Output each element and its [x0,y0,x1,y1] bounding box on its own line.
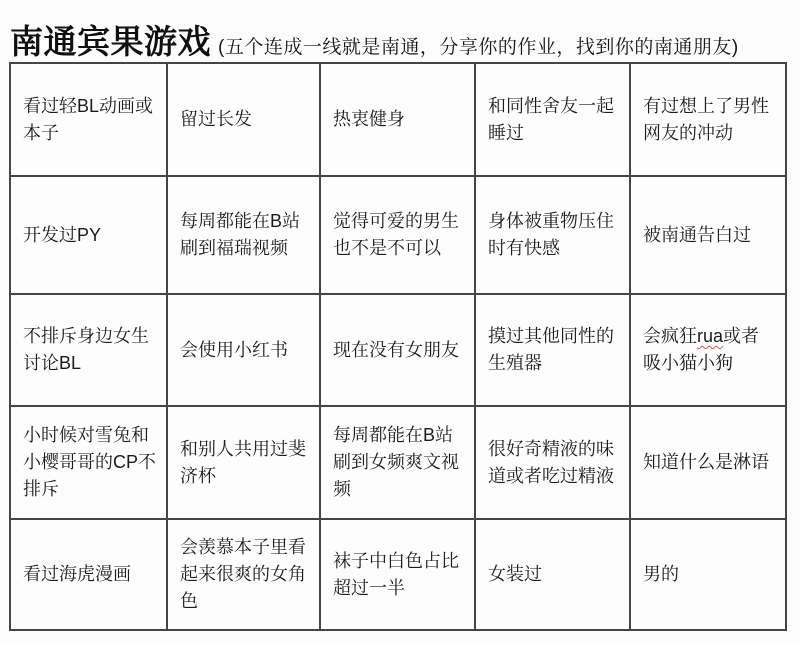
page-header [0,0,800,63]
bingo-cell-text: 看过轻BL动画或本子 [23,95,154,143]
bingo-cell-text: 热衷健身 [333,109,405,129]
bingo-cell-r5c4 [476,520,631,629]
bingo-cell-text: 很好奇精液的味道或者吃过精液 [488,438,614,486]
bingo-cell-text: 摸过其他同性的生殖器 [488,326,614,373]
bingo-cell-text: 现在没有女朋友 [333,339,459,360]
bingo-cell-r1c4 [476,64,631,177]
bingo-cell-r2c2 [168,177,321,295]
bingo-cell-text: 和同性舍友一起睡过 [488,95,614,143]
bingo-cell-r2c5 [631,177,785,295]
bingo-cell-r5c3 [321,520,476,629]
bingo-cell-text: 觉得可爱的男生也不是不可以 [333,211,459,258]
bingo-cell-text: 知道什么是淋语 [643,452,769,472]
bingo-cell-text: 每周都能在B站刷到福瑞视频 [180,211,301,258]
bingo-cell-text: 会羡慕本子里看起来很爽的女角色 [180,537,306,611]
bingo-cell-text: 女装过 [488,564,542,584]
bingo-cell-text: 和别人共用过斐济杯 [180,438,306,486]
bingo-cell-text: 身体被重物压住时有快感 [488,211,614,258]
bingo-cell-r4c3 [321,407,476,520]
bingo-cell-text: 会使用小红书 [180,339,288,360]
bingo-cell-text: 男的 [643,564,679,584]
bingo-cell-r4c2 [168,407,321,520]
bingo-table [9,62,787,631]
bingo-cell-r4c5 [631,407,785,520]
page-title: 南通宾果游戏 [10,23,211,60]
bingo-cell-r1c3 [321,64,476,177]
bingo-cell-r2c3 [321,177,476,295]
bingo-cell-r3c3 [321,295,476,407]
bingo-cell-text: 不排斥身边女生讨论BL [23,326,149,373]
bingo-cell-r4c1 [11,407,168,520]
bingo-cell-r3c2 [168,295,321,407]
bingo-cell-text: 看过海虎漫画 [23,564,131,584]
bingo-cell-r3c1 [11,295,168,407]
bingo-cell-text: 有过想上了男性网友的冲动 [643,95,769,143]
bingo-cell-r2c1 [11,177,168,295]
page-subtitle: (五个连成一线就是南通，分享你的作业，找到你的南通朋友) [218,37,739,58]
bingo-cell-text: 留过长发 [180,109,252,129]
bingo-cell-r3c4 [476,295,631,407]
bingo-cell-text: 会疯狂rua或者吸小猫小狗 [643,326,760,373]
bingo-cell-r1c1 [11,64,168,177]
bingo-cell-r4c4 [476,407,631,520]
bingo-cell-r1c5 [631,64,785,177]
bingo-cell-text: 每周都能在B站刷到女频爽文视频 [333,425,459,499]
bingo-cell-text: 袜子中白色占比超过一半 [333,550,459,598]
bingo-cell-text: 被南通告白过 [643,224,751,245]
bingo-cell-r2c4 [476,177,631,295]
bingo-cell-r5c1 [11,520,168,629]
bingo-cell-r3c5 [631,295,785,407]
bingo-cell-text: 开发过PY [23,224,102,245]
bingo-cell-r5c2 [168,520,321,629]
bingo-cell-r1c2 [168,64,321,177]
bingo-cell-text: 小时候对雪兔和小樱哥哥的CP不排斥 [23,425,157,499]
bingo-cell-r5c5 [631,520,785,629]
